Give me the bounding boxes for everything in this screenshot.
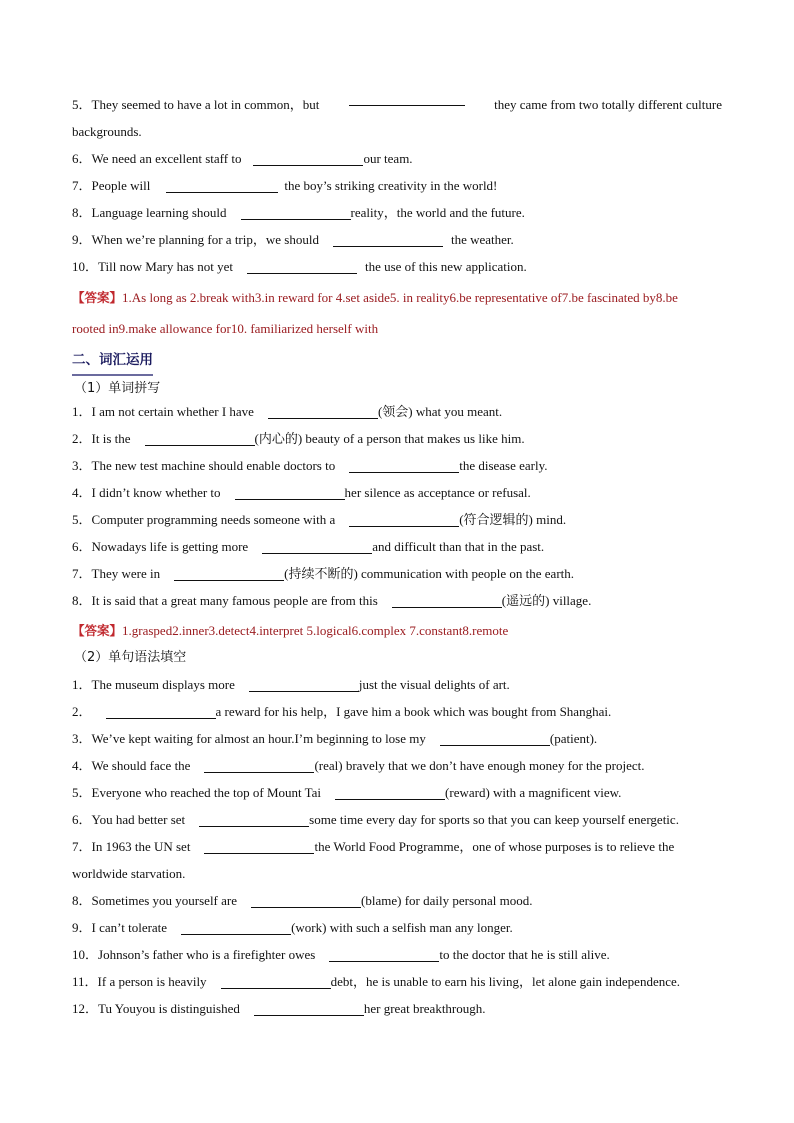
answer-blank[interactable] [440, 731, 550, 746]
exercise-item: 7．They were in (持续不断的) communication with people on the earth. [72, 566, 575, 581]
exercise-item: 4．I didn’t know whether to her silence as acceptance or refusal. [72, 485, 531, 500]
answer-blank[interactable] [349, 458, 459, 473]
answer-tag: 【答案】 [72, 623, 123, 638]
answer-blank[interactable] [174, 566, 284, 581]
exercise-item: 8．Sometimes you yourself are (blame) for daily personal mood. [72, 893, 533, 908]
answer-blank[interactable] [247, 259, 357, 274]
exercise-item: 11．If a person is heavily debt，he is unable to earn his living，let alone gain independence. [72, 974, 681, 989]
exercise-item: 4．We should face the (real) bravely that we don’t have enough money for the project. [72, 758, 645, 773]
exercise-item: 10．Johnson’s father who is a firefighter owes to the doctor that he is still alive. [72, 947, 610, 962]
answer-blank[interactable] [235, 485, 345, 500]
exercise-item: 1．I am not certain whether I have (领会) what you meant. [72, 404, 503, 419]
exercise-item: 8．Language learning should reality，the world and the future. [72, 205, 525, 220]
answer-block [72, 282, 722, 344]
exercise-item: 10．Till now Mary has not yet the use of this new application. [72, 259, 527, 274]
exercise-item: 3．We’ve kept waiting for almost an hour.I’m beginning to lose my (patient). [72, 731, 598, 746]
answer-blank[interactable] [241, 205, 351, 220]
answer-blank[interactable] [199, 812, 309, 827]
exercise-item: 2．It is the (内心的) beauty of a person that makes us like him. [72, 431, 525, 446]
answer-blank[interactable] [181, 920, 291, 935]
exercise-item: 6．You had better set some time every day for sports so that you can keep yourself energetic. [72, 812, 679, 827]
exercise-item: 3．The new test machine should enable doctors to the disease early. [72, 458, 548, 473]
answer-text: 1.As long as 2.break with3.in reward for 4.set aside5. in reality6.be representative of7.be fascinated by8.be [122, 290, 678, 305]
vocab-section [72, 346, 722, 402]
exercise-item: 7．People will the boy’s striking creativity in the world! [72, 178, 498, 193]
exercise-item-continued: backgrounds. [72, 124, 142, 139]
answer-blank[interactable] [221, 974, 331, 989]
exercise-item: 5．Everyone who reached the top of Mount Tai (reward) with a magnificent view. [72, 785, 622, 800]
answer-blank[interactable] [268, 404, 378, 419]
exercise-item-continued: worldwide starvation. [72, 866, 186, 881]
phrase-exercise-section [72, 91, 722, 280]
answer-blank[interactable] [333, 232, 443, 247]
answer-text: 1.grasped2.inner3.detect4.interpret 5.logical6.complex 7.constant8.remote [122, 623, 509, 638]
answer-text: rooted in9.make allowance for10. familiarized herself with [72, 321, 379, 336]
answer-blank[interactable] [392, 593, 502, 608]
exercise-item: 8．It is said that a great many famous people are from this (遥远的) village. [72, 593, 592, 608]
exercise-item: 5．Computer programming needs someone with a (符合逻辑的) mind. [72, 512, 567, 527]
answer-blank[interactable] [106, 704, 216, 719]
exercise-item: 9．When we’re planning for a trip，we should the weather. [72, 232, 514, 247]
grammar-exercise-section [72, 671, 722, 1022]
exercise-item: 5．They seemed to have a lot in common，but they came from two totally different culture [72, 91, 722, 118]
exercise-item: 12．Tu Youyou is distinguished her great breakthrough. [72, 1001, 486, 1016]
answer-tag: 【答案】 [72, 290, 123, 305]
exercise-item: 7．In 1963 the UN set the World Food Programme，one of whose purposes is to relieve the [72, 839, 675, 854]
answer-blank[interactable] [251, 893, 361, 908]
answer-blank[interactable] [204, 839, 314, 854]
subsection-title: （2）单句语法填空 [74, 650, 187, 665]
answer-blank[interactable] [349, 512, 459, 527]
exercise-item: 1．The museum displays more just the visual delights of art. [72, 677, 510, 692]
grammar-subsection-header [72, 645, 722, 671]
answer-blank[interactable] [204, 758, 314, 773]
answer-blank[interactable] [253, 151, 363, 166]
answer-blank[interactable] [262, 539, 372, 554]
subsection-title: （1）单词拼写 [74, 381, 161, 396]
answer-blank[interactable] [249, 677, 359, 692]
exercise-item: 6．Nowadays life is getting more and difficult than that in the past. [72, 539, 545, 554]
exercise-item: 6．We need an excellent staff to our team. [72, 151, 413, 166]
answer-blank[interactable] [349, 91, 465, 106]
section-title: 二、词汇运用 [72, 346, 153, 376]
answer-blank[interactable] [329, 947, 439, 962]
answer-blank[interactable] [166, 178, 278, 193]
answer-blank[interactable] [335, 785, 445, 800]
exercise-item: 2． a reward for his help，I gave him a book which was bought from Shanghai. [72, 704, 612, 719]
answer-block [72, 615, 722, 646]
answer-blank[interactable] [254, 1001, 364, 1016]
spelling-exercise-section [72, 398, 722, 614]
exercise-item: 9．I can’t tolerate (work) with such a selfish man any longer. [72, 920, 513, 935]
answer-blank[interactable] [145, 431, 255, 446]
